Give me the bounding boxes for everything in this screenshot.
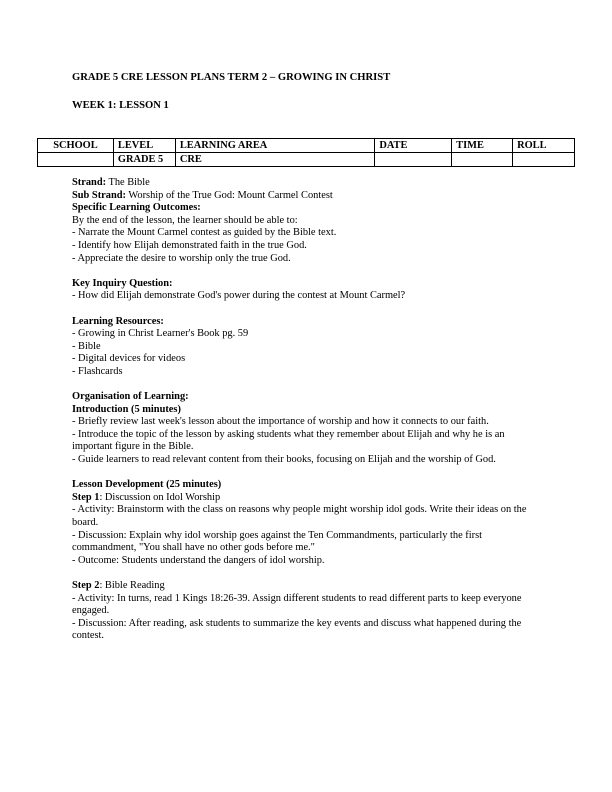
lesson-info-table xyxy=(37,138,575,167)
step2-title: : Bible Reading xyxy=(99,580,165,591)
document-title: GRADE 5 CRE LESSON PLANS TERM 2 – GROWING IN CHRIST xyxy=(72,72,391,83)
introduction-heading: Introduction (5 minutes) xyxy=(72,403,181,415)
list-item: - Briefly review last week's lesson about the importance of worship and how it connects to our faith. xyxy=(72,416,489,428)
list-item: - Bible xyxy=(72,340,101,352)
list-item: - Digital devices for videos xyxy=(72,353,186,365)
lesson-heading: WEEK 1: LESSON 1 xyxy=(72,100,169,111)
header-roll: ROLL xyxy=(513,139,575,153)
step2-label: Step 2 xyxy=(72,580,100,591)
table-row xyxy=(38,153,575,167)
header-time: TIME xyxy=(452,139,513,153)
step2-line xyxy=(72,580,542,593)
inquiry-heading: Key Inquiry Question: xyxy=(72,277,173,289)
development-heading: Lesson Development (25 minutes) xyxy=(72,479,222,491)
cell-roll xyxy=(513,153,575,167)
list-item: - Identify how Elijah demonstrated faith in the true God. xyxy=(72,239,307,251)
header-learning-area: LEARNING AREA xyxy=(175,139,374,153)
cell-date xyxy=(375,153,452,167)
list-item: - Discussion: Explain why idol worship goes against the Ten Commandments, particularly the first commandment, "You shall have no other gods before me." xyxy=(72,529,483,554)
header-school: SCHOOL xyxy=(38,139,114,153)
list-item: - Narrate the Mount Carmel contest as guided by the Bible text. xyxy=(72,227,337,239)
cell-school xyxy=(38,153,114,167)
substrand-value: Worship of the True God: Mount Carmel Contest xyxy=(126,189,333,201)
strand-line xyxy=(72,177,542,190)
cell-time xyxy=(452,153,513,167)
list-item: - Guide learners to read relevant content from their books, focusing on Elijah and the worship of God. xyxy=(72,454,496,466)
organisation-heading: Organisation of Learning: xyxy=(72,391,189,403)
cell-level: GRADE 5 xyxy=(113,153,175,167)
step1-title: : Discussion on Idol Worship xyxy=(99,491,221,503)
table-header-row xyxy=(38,139,575,153)
header-date: DATE xyxy=(375,139,452,153)
list-item: - Flashcards xyxy=(72,365,123,377)
step1-label: Step 1 xyxy=(72,491,100,503)
resources-heading: Learning Resources: xyxy=(72,315,164,327)
list-item: - Activity: In turns, read 1 Kings 18:26-39. Assign different students to read different parts to keep everyone engaged. xyxy=(72,592,522,617)
strand-value: The Bible xyxy=(106,177,150,188)
list-item: - How did Elijah demonstrate God's power during the contest at Mount Carmel? xyxy=(72,290,406,302)
list-item: - Growing in Christ Learner's Book pg. 59 xyxy=(72,328,249,340)
outcomes-intro: By the end of the lesson, the learner should be able to: xyxy=(72,214,298,226)
strand-label: Strand: xyxy=(72,177,107,188)
header-level: LEVEL xyxy=(113,139,175,153)
step1-line xyxy=(72,492,542,505)
list-item: - Activity: Brainstorm with the class on reasons why people might worship idol gods. Write their ideas on the board. xyxy=(72,504,527,529)
outcomes-heading: Specific Learning Outcomes: xyxy=(72,202,201,214)
lesson-body xyxy=(72,177,542,643)
substrand-line xyxy=(72,190,542,203)
list-item: - Discussion: After reading, ask students to summarize the key events and discuss what happened during the contest. xyxy=(72,617,522,642)
list-item: - Outcome: Students understand the dangers of idol worship. xyxy=(72,554,325,566)
cell-learning-area: CRE xyxy=(175,153,374,167)
list-item: - Introduce the topic of the lesson by asking students what they remember about Elijah and why he is an important figure in the Bible. xyxy=(72,428,505,453)
substrand-label: Sub Strand: xyxy=(72,189,126,201)
list-item: - Appreciate the desire to worship only the true God. xyxy=(72,252,291,264)
